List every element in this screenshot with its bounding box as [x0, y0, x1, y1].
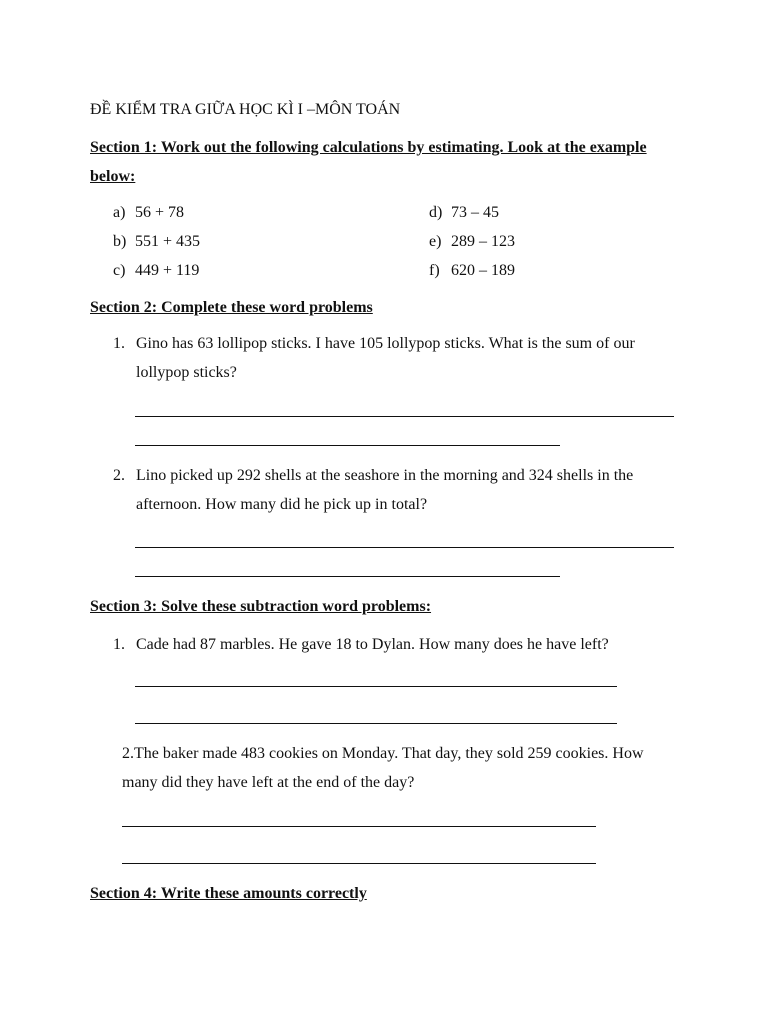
calc-label: d)	[429, 204, 443, 221]
section-4-heading: Section 4: Write these amounts correctly	[90, 885, 367, 902]
problem-number: 1.	[113, 335, 125, 352]
word-problem-text: 2.The baker made 483 cookies on Monday. That day, they sold 259 cookies. How	[122, 745, 644, 762]
calc-label: f)	[429, 262, 440, 279]
section-3-heading: Section 3: Solve these subtraction word problems:	[90, 598, 432, 615]
answer-line[interactable]	[122, 826, 596, 827]
calc-item-b	[113, 233, 200, 251]
word-problem-text: Cade had 87 marbles. He gave 18 to Dylan. How many does he have left?	[136, 636, 609, 653]
answer-line[interactable]	[135, 547, 674, 548]
calc-item-a	[113, 204, 184, 222]
calc-item-d	[429, 204, 499, 222]
calc-item-f	[429, 262, 515, 280]
problem-number: 2.	[113, 467, 125, 484]
word-problem-text: many did they have left at the end of the day?	[122, 774, 415, 791]
calc-label: a)	[113, 204, 126, 221]
calc-expression: 551 + 435	[135, 233, 201, 250]
calc-label: c)	[113, 262, 126, 279]
word-problem-text: Gino has 63 lollipop sticks. I have 105 lollypop sticks. What is the sum of our	[136, 335, 635, 352]
calc-item-e	[429, 233, 515, 251]
answer-line[interactable]	[135, 416, 674, 417]
calc-expression: 449 + 119	[135, 262, 200, 279]
answer-line[interactable]	[135, 576, 560, 577]
worksheet-title: ĐỀ KIỂM TRA GIỮA HỌC KÌ I –MÔN TOÁN	[90, 101, 401, 118]
section-1-heading-line-2: below:	[90, 168, 136, 185]
section-2-heading: Section 2: Complete these word problems	[90, 299, 373, 316]
answer-line[interactable]	[135, 723, 617, 724]
word-problem-text: Lino picked up 292 shells at the seashore in the morning and 324 shells in the	[136, 467, 634, 484]
word-problem-text: lollypop sticks?	[136, 364, 237, 381]
calc-label: b)	[113, 233, 127, 250]
calc-item-c	[113, 262, 199, 280]
section-1-heading-line-1: Section 1: Work out the following calculations by estimating. Look at the example	[90, 139, 647, 156]
answer-line[interactable]	[122, 863, 596, 864]
calc-label: e)	[429, 233, 442, 250]
calc-expression: 620 – 189	[451, 262, 515, 279]
answer-line[interactable]	[135, 445, 560, 446]
word-problem-text: afternoon. How many did he pick up in total?	[136, 496, 428, 513]
problem-number: 1.	[113, 636, 125, 653]
calc-expression: 73 – 45	[451, 204, 499, 221]
answer-line[interactable]	[135, 686, 617, 687]
calc-expression: 289 – 123	[451, 233, 515, 250]
calc-expression: 56 + 78	[135, 204, 185, 221]
